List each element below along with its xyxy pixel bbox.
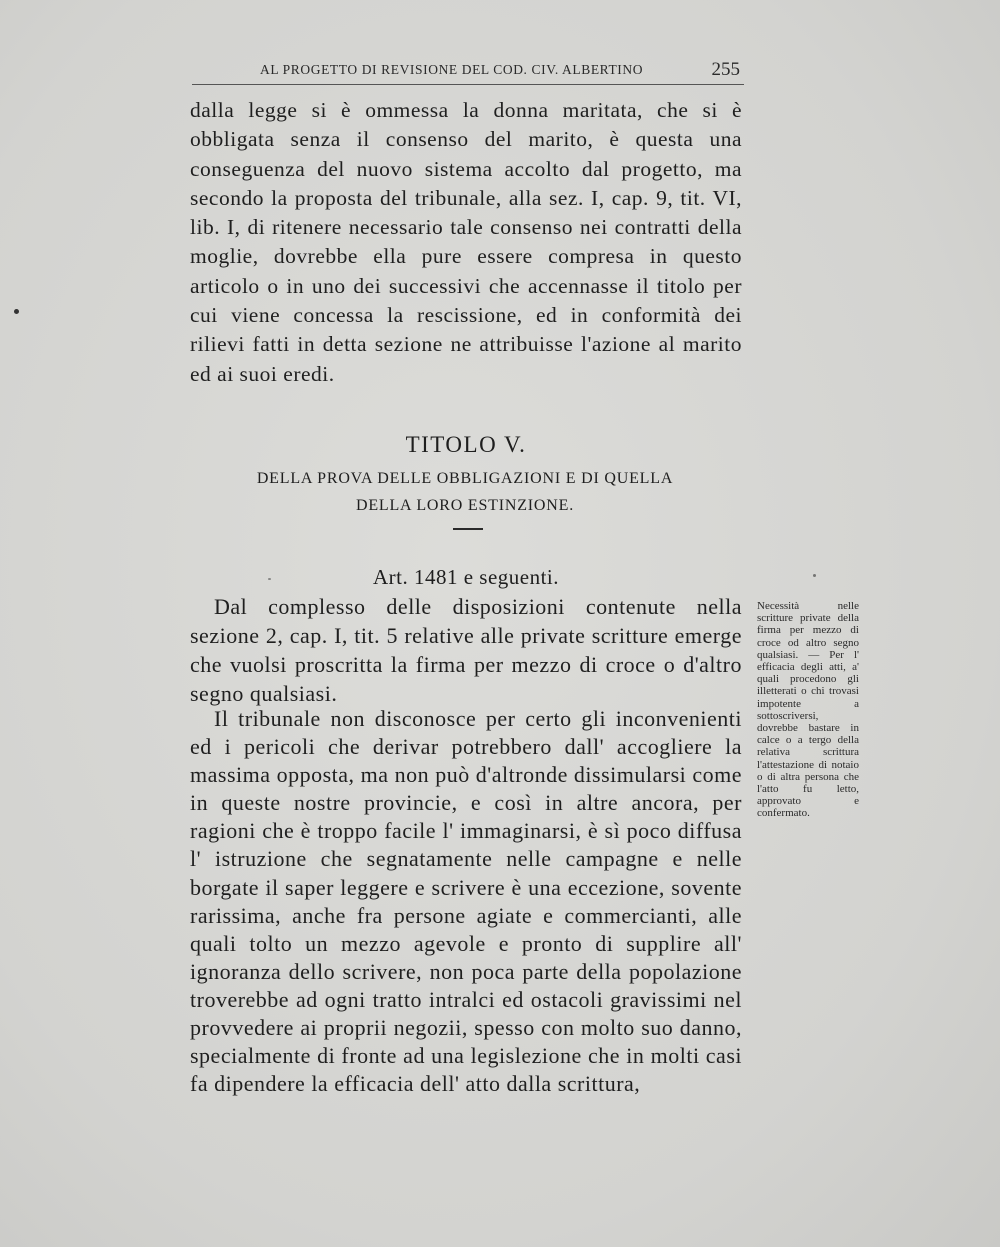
paragraph-article-intro: Dal complesso delle disposizioni contenute nella sezione 2, cap. I, tit. 5 relative alle private scritture emerge che vuolsi proscritta la firma per mezzo di croce o d'altro segno qualsiasi. [190, 594, 742, 706]
section-title: TITOLO V. [405, 432, 527, 457]
page-number: 255 [711, 59, 740, 80]
article-heading: Art. 1481 e seguenti. [372, 565, 560, 589]
running-head-title: AL PROGETTO DI REVISIONE DEL COD. CIV. ALBERTINO [260, 62, 644, 77]
paragraph-article-body: Il tribunale non disconosce per certo gli inconvenienti ed i pericoli che derivar potrebbero dall' accogliere la massima opposta, ma non può d'altronde dissimularsi come in queste nostre provincie, e così in altre ancora, per ragioni che è troppo facile l' immaginarsi, è sì poco diffusa l' istruzione che segnatamente nelle campagne e nelle borgate il saper leggere e scrivere è una eccezione, sovente rarissima, anche fra persone agiate e commercianti, alle quali tolto un mezzo agevole e pronto di supplire all' ignoranza dello scrivere, non poca parte della popolazione troverebbe ad ogni tratto intralci ed ostacoli gravissimi nel provvedere ai proprii negozii, spesso con molto suo danno, specialmente di fronte ad una legislezione che in molti casi fa dipendere la efficacia dell' atto dalla scrittura, [190, 706, 742, 1097]
section-subtitle-line-2: DELLA LORO ESTINZIONE. [355, 497, 574, 514]
running-head [192, 60, 744, 84]
paragraph-continuation: dalla legge si è ommessa la donna maritata, che si è obbligata senza il consenso del marito, è questa una conseguenza del nuovo sistema accolto dal progetto, ma secondo la proposta del tribunale, alla sez. I, cap. 9, tit. VI, lib. I, di ritenere necessario tale consenso nei contratti della moglie, dovrebbe ella pure essere compresa in questo articolo o in uno dei successivi che accennasse il titolo per cui viene concessa la rescissione, ed in conformità dei rilievi fatti in detta sezione ne attribuisse l'azione al marito ed ai suoi eredi. [190, 98, 742, 386]
section-subtitle [205, 465, 725, 519]
header-rule [192, 84, 744, 85]
paper-speck [813, 574, 816, 577]
margin-note: Necessità nelle scritture private della firma per mezzo di croce od altro segno qualsiasi. — Per l' efficacia degli atti, a' quali procedono gli illetterati o chi trovasi impotente a sottoscriversi, dovrebbe bastare in calce o a tergo della relativa scrittura l'attestazione di notaio o di altra persona che l'atto fu letto, approvato e confermato. [757, 600, 859, 820]
title-divider [453, 528, 483, 530]
paper-speck [268, 578, 271, 580]
paper-speck [14, 309, 19, 314]
section-subtitle-line-1: DELLA PROVA DELLE OBBLIGAZIONI E DI QUELLA [256, 470, 674, 487]
